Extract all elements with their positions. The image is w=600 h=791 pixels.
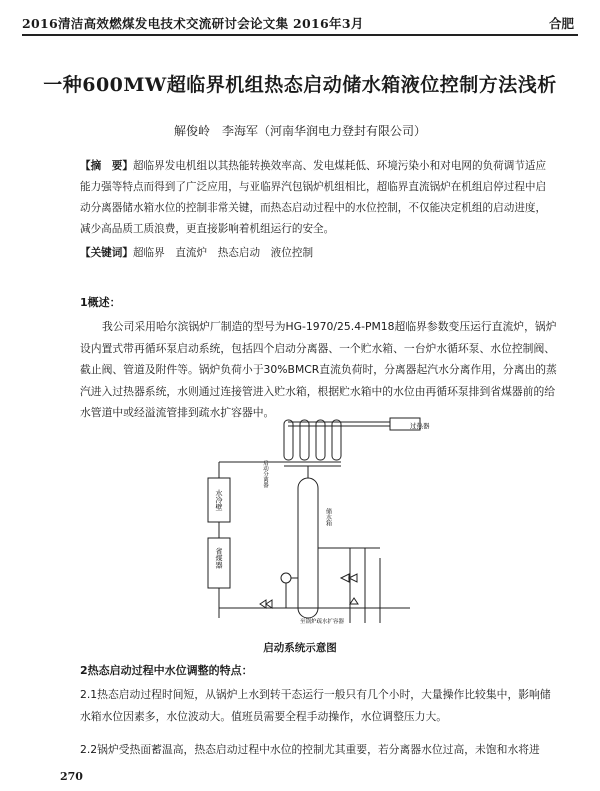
- section1-heading: 1概述：: [80, 296, 121, 309]
- circulation-pump: [281, 573, 291, 583]
- startup-system-diagram: [190, 418, 430, 636]
- abstract-text: 超临界发电机组以其热能转换效率高、发电煤耗低、环境污染小和对电网的负荷调节适应能力强等特点而得到了广泛应用，与亚临界汽包锅炉机组相比，超临界直流锅炉在机组启停过程中启动分离器储水箱水位的控制非常关键，而热态启动过程中的水位控制，不仅能决定机组的启动进度，减少高品质工质浪费，更直接影响着机组运行的安全。: [80, 160, 547, 235]
- valve-2: [260, 600, 272, 608]
- valve-3: [350, 598, 358, 604]
- figure-caption: 启动系统示意图: [263, 642, 337, 654]
- keywords-text: 超临界 直流炉 热态启动 液位控制: [132, 247, 314, 259]
- label-separator: 启动分离器: [262, 460, 268, 488]
- section1-paragraph: 我公司采用哈尔滨锅炉厂制造的型号为HG-1970/25.4-PM18超临界参数变压运行直流炉，锅炉设内置式带再循环泵启动系统，包括四个启动分离器、一个贮水箱、一台炉水循环泵、水位控制阀、截止阀、管道及附件等。锅炉负荷小于30%BMCR直流负荷时，分离器起汽水分离作用，分离出的蒸汽进入过热器系统，水则通过连接管进入贮水箱，根据贮水箱中的水位由再循环泵排到省煤器前的给水管道中或经溢流管排到疏水扩容器中。: [80, 320, 557, 419]
- label-water-wall: 水冷壁: [215, 489, 223, 511]
- valve-1: [341, 574, 357, 582]
- section2-para1: 2.1热态启动过程时间短，从锅炉上水到转干态运行一般只有几个小时，大量操作比较集中，影响储水箱水位因素多，水位波动大。值班员需要全程手动操作，水位调整压力大。: [80, 688, 551, 723]
- paper-title: 一种600MW超临界机组热态启动储水箱液位控制方法浅析: [43, 74, 557, 96]
- running-header: [22, 12, 578, 36]
- label-to-drain: 至锅炉疏水扩容器: [300, 619, 345, 625]
- section2-para2: 2.2锅炉受热面蓄温高，热态启动过程中水位的控制尤其重要，若分离器水位过高，未饱和水将进: [80, 743, 540, 756]
- authors: 解俊岭 李海军（河南华润电力登封有限公司）: [173, 124, 426, 138]
- abstract: [80, 156, 550, 240]
- storage-tank: [298, 478, 318, 618]
- keywords-label: 【关键词】: [80, 247, 133, 259]
- label-economizer: 省煤器: [215, 547, 223, 569]
- label-storage-tank: 储水箱: [324, 508, 332, 526]
- page-number: 270: [60, 770, 83, 783]
- section2-heading: 2热态启动过程中水位调整的特点：: [80, 664, 253, 677]
- label-superheater: 过热器: [410, 422, 430, 430]
- abstract-label: 【摘 要】: [80, 160, 133, 172]
- header-location: 合肥: [548, 16, 574, 31]
- keywords: [80, 245, 313, 260]
- header-journal: 2016清洁高效燃煤发电技术交流研讨会论文集 2016年3月: [22, 16, 364, 31]
